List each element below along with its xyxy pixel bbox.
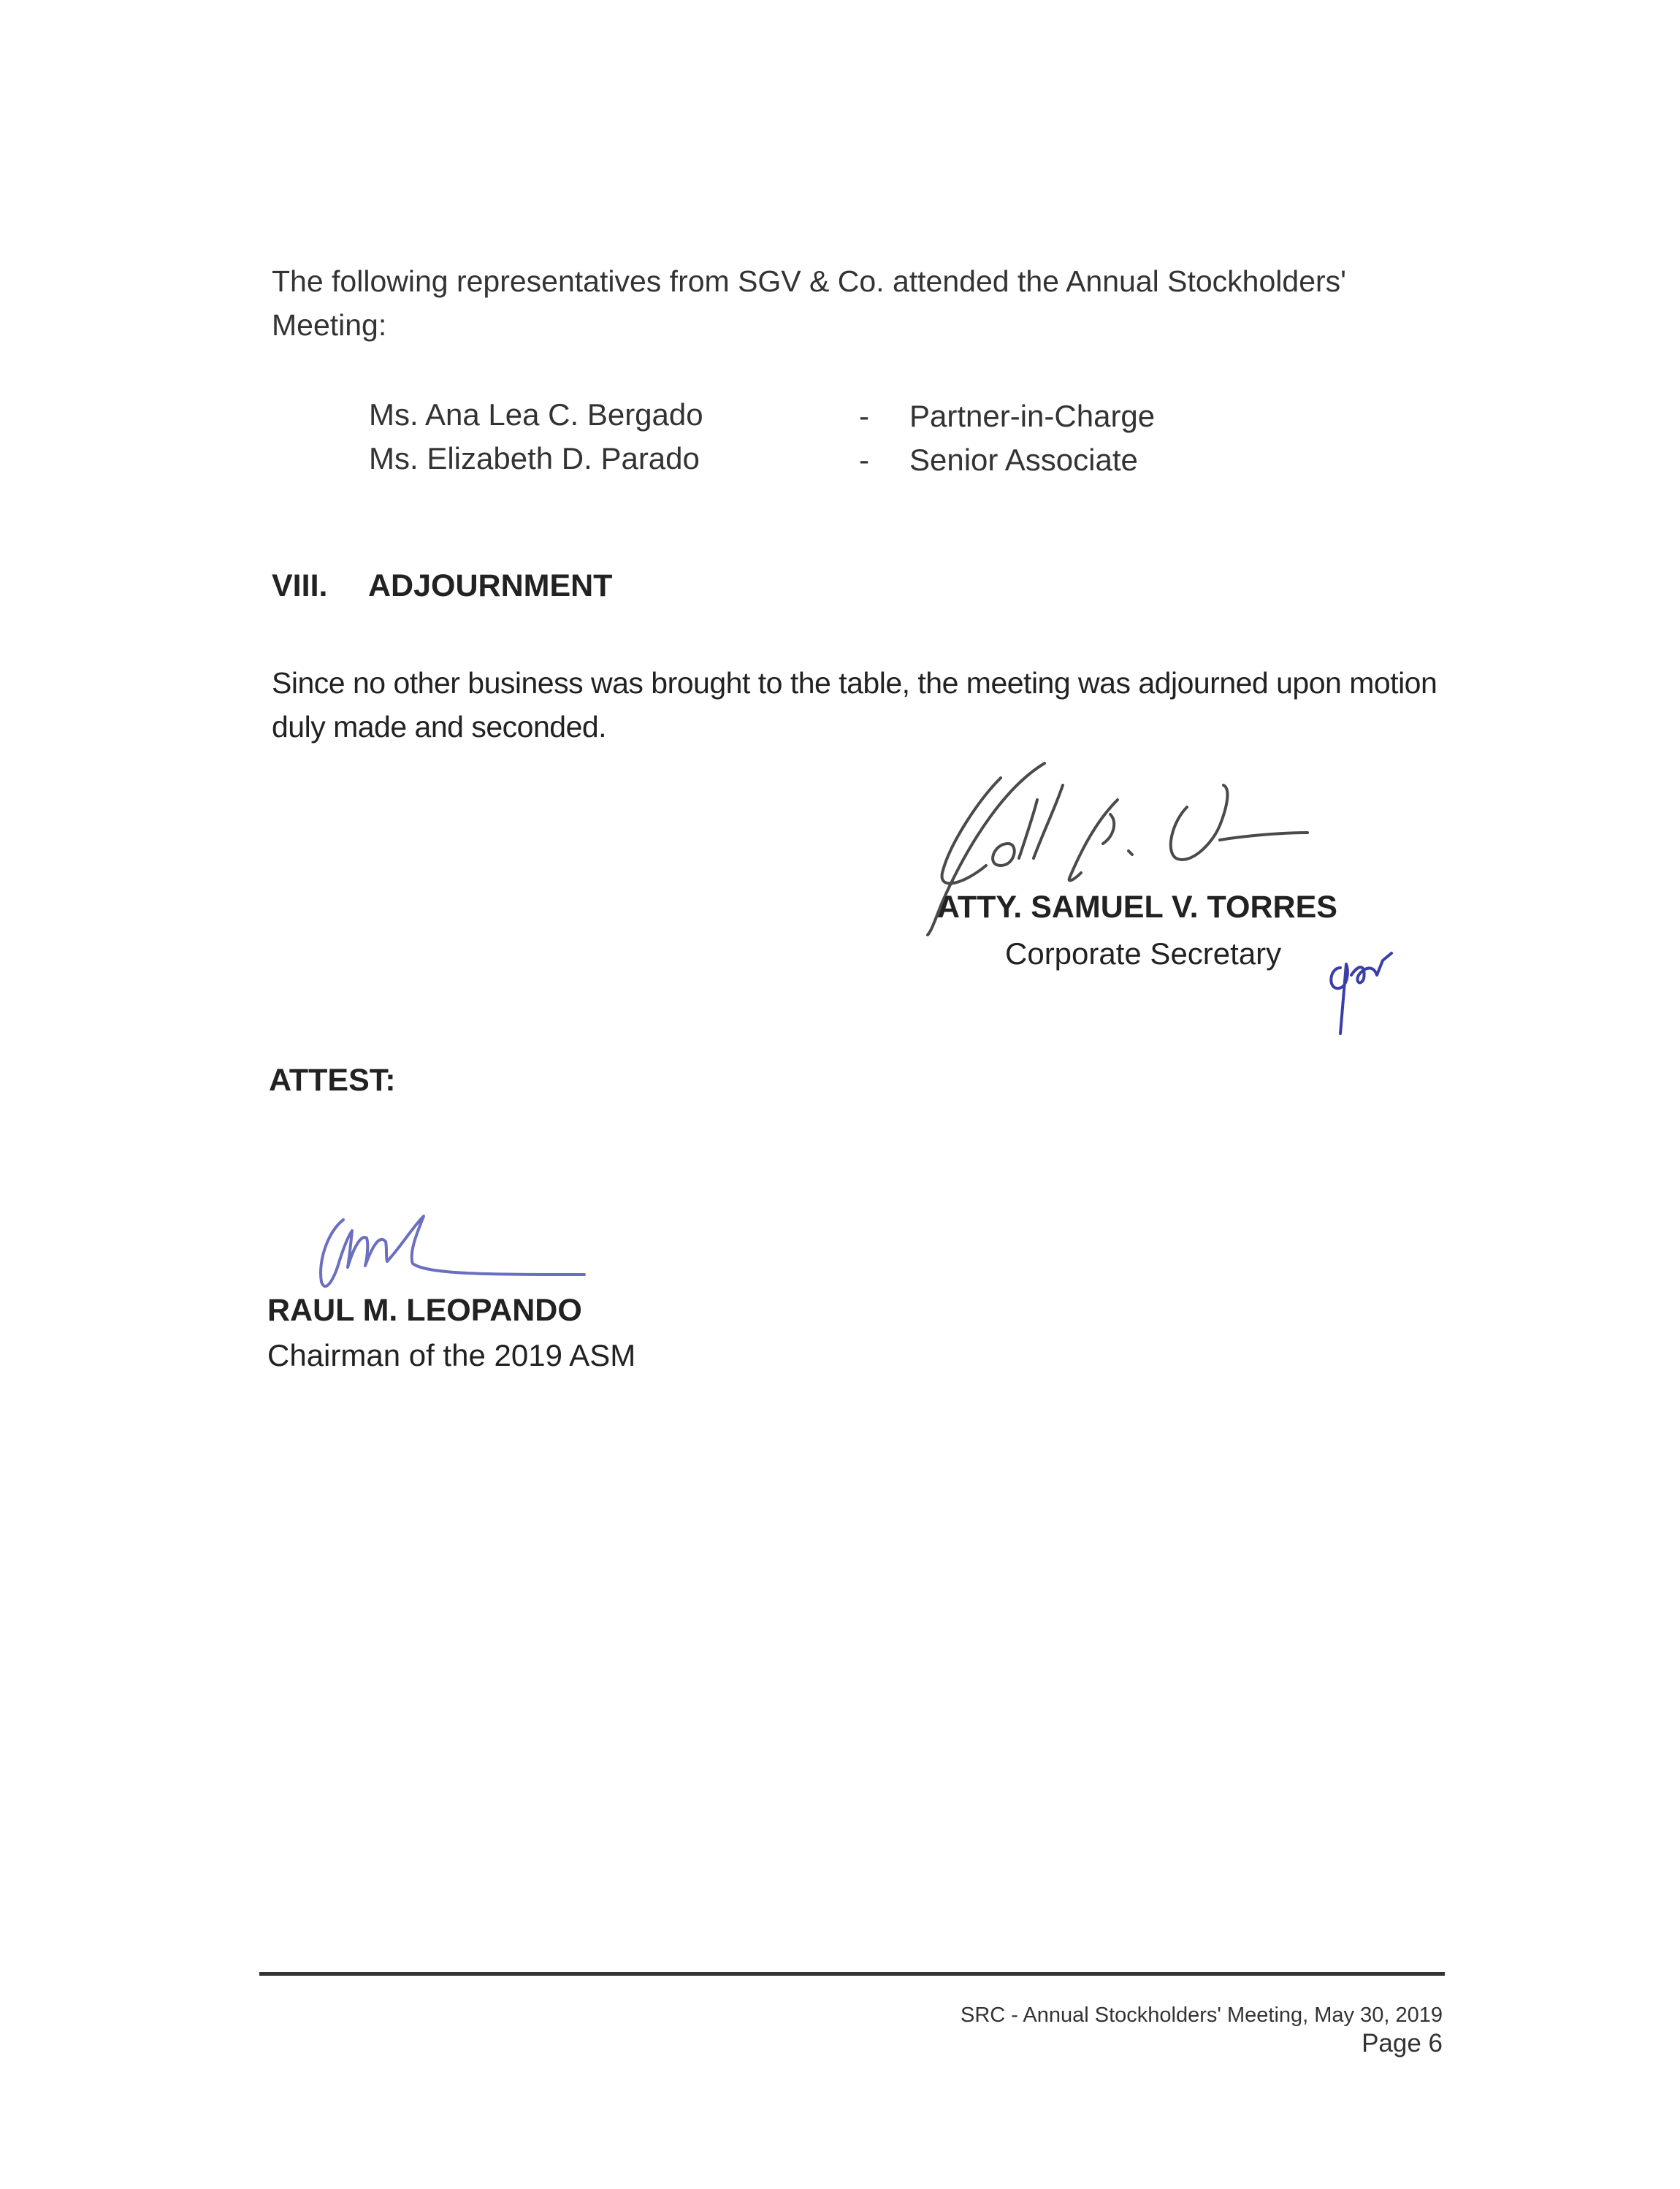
representative-name: Ms. Ana Lea C. Bergado <box>369 397 703 432</box>
representative-role: Partner-in-Charge <box>909 399 1156 433</box>
representative-dash: - <box>859 443 869 477</box>
section-number: VIII. <box>272 568 328 603</box>
secretary-title: Corporate Secretary <box>1005 936 1282 971</box>
chairman-name: RAUL M. LEOPANDO <box>267 1293 582 1328</box>
footer-reference: SRC - Annual Stockholders' Meeting, May 30, 2019 <box>960 2003 1443 2027</box>
attest-label: ATTEST: <box>269 1063 396 1098</box>
intro-paragraph: The following representatives from SGV & Co. attended the Annual Stockholders' Meeting: <box>272 264 1346 342</box>
section-heading <box>272 568 612 604</box>
footer-divider <box>259 1972 1445 1976</box>
representative-role: Senior Associate <box>909 443 1138 477</box>
page-number: Page 6 <box>1362 2029 1443 2058</box>
secretary-name: ATTY. SAMUEL V. TORRES <box>937 890 1337 925</box>
representative-name: Ms. Elizabeth D. Parado <box>369 441 700 475</box>
chairman-signature <box>299 1202 606 1304</box>
representative-dash: - <box>859 399 869 433</box>
section-title: ADJOURNMENT <box>368 568 613 603</box>
initials-mark <box>1318 946 1406 1041</box>
adjournment-paragraph: Since no other business was brought to the table, the meeting was adjourned upon motion duly made and seconded. <box>272 666 1437 744</box>
chairman-title: Chairman of the 2019 ASM <box>267 1338 636 1372</box>
